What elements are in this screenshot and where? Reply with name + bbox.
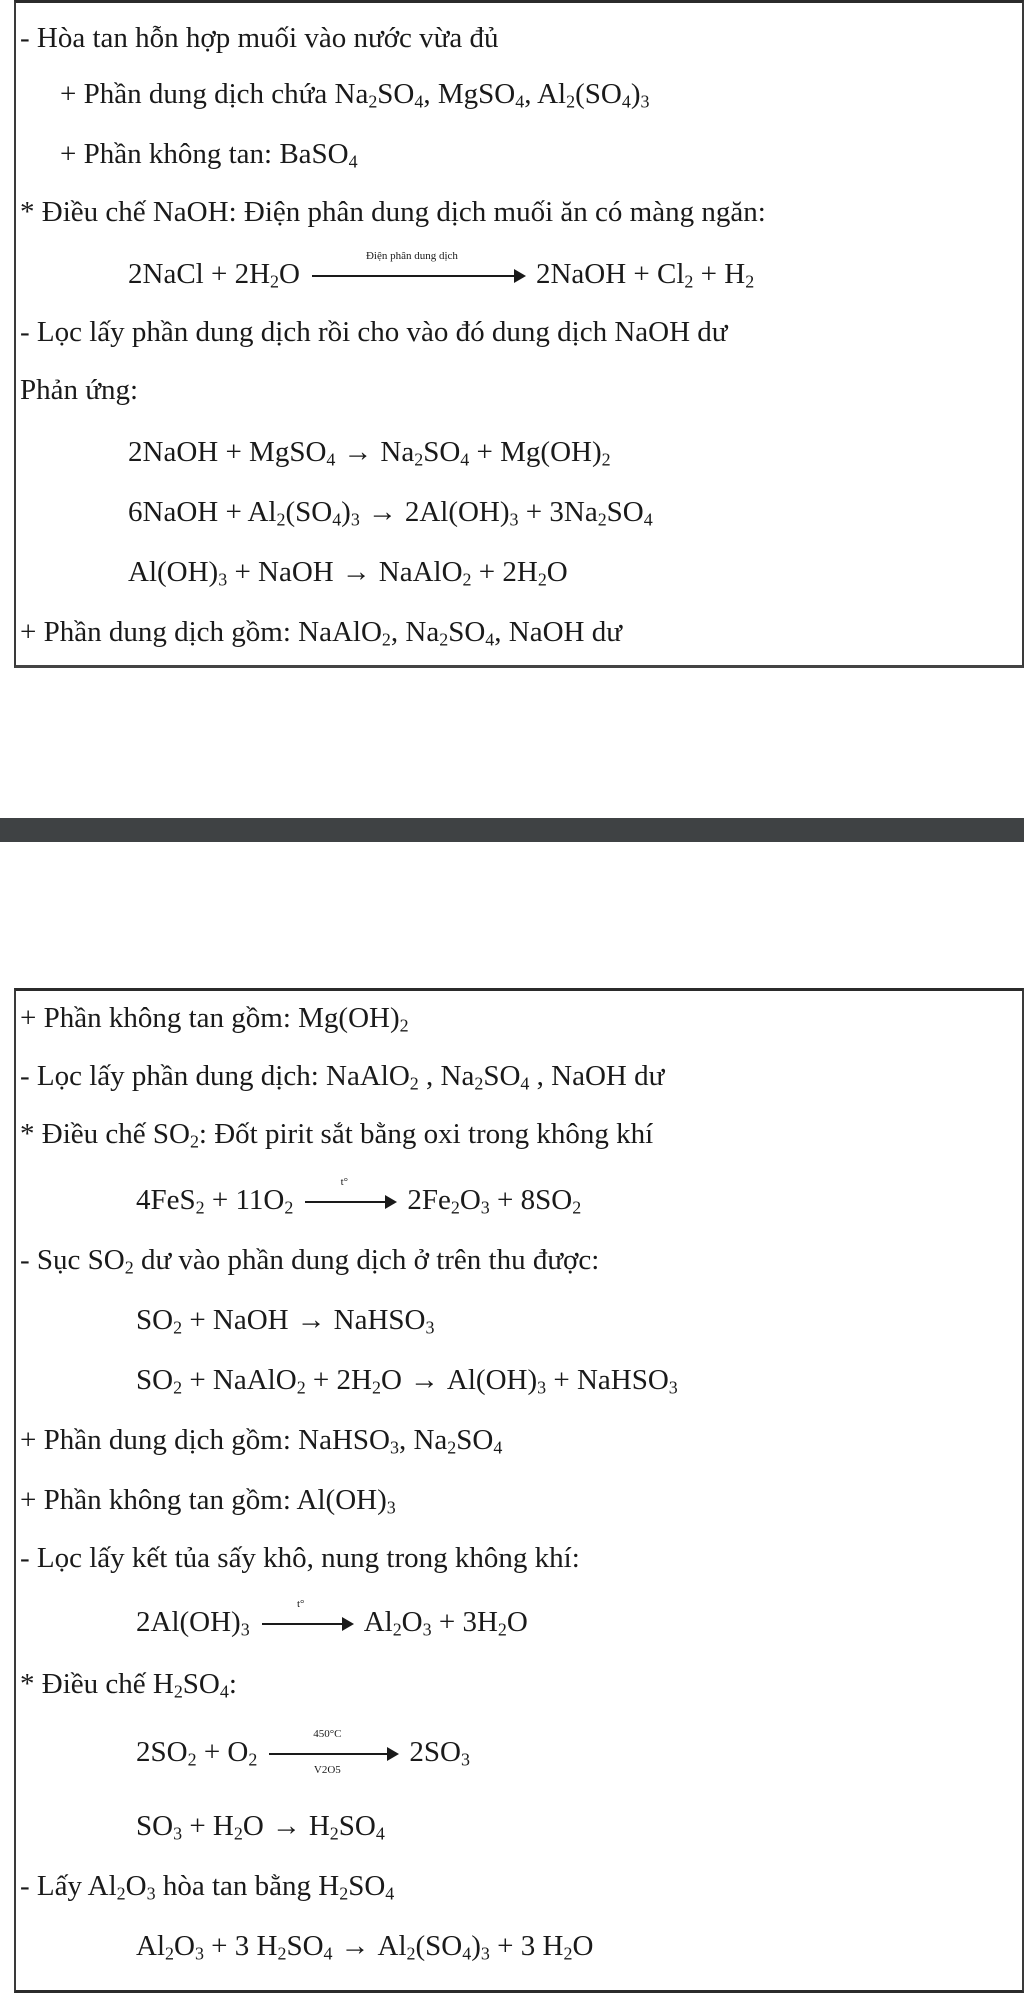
reaction-condition: Điện phân dung dịch [365, 250, 458, 263]
reaction-condition-temperature: 450°C [313, 1728, 342, 1741]
reaction-arrow [262, 1598, 352, 1636]
text-line: + Phần không tan gồm: $Al(OH)_3$ [20, 1484, 396, 1518]
text-line: - Lọc lấy kết tủa sấy khô, nung trong không khí: [20, 1542, 580, 1574]
text-line: Phản ứng: [20, 374, 139, 406]
equation: 2NaOH + MgSO$_4$ → $Na_2SO_4 + Mg(OH)_2$ [128, 436, 611, 470]
text-line: + Phần dung dịch gồm: NaAlO$_2$, $Na_2SO_4$, NaOH dư [20, 616, 622, 650]
reaction-condition-catalyst: V2O5 [313, 1764, 341, 1777]
text-line: - Lọc lấy phần dung dịch rồi cho vào đó dung dịch NaOH dư [20, 316, 728, 348]
text-line: * Điều chế $H_2SO_4$: [20, 1668, 237, 1702]
text-line: - Hòa tan hỗn hợp muối vào nước vừa đủ [20, 22, 499, 54]
text-line: * Điều chế $SO_2$: Đốt pirit sắt bằng oxi trong không khí [20, 1118, 654, 1152]
equation: $Al(OH)_3$ + NaOH → NaAlO$_2$ + $2H_2O$ [128, 556, 568, 590]
equation: $4FeS_2 + 11O_2$ t° $2Fe_2O_3 + 8SO_2$ [136, 1176, 582, 1218]
reaction-arrow [269, 1728, 397, 1777]
text-line: - Lọc lấy phần dung dịch: NaAlO$_2$ , $Na_2SO_4$ , NaOH dư [20, 1060, 665, 1094]
reaction-condition: t° [340, 1176, 349, 1189]
text-line: + Phần không tan: BaSO$_4$ [60, 138, 358, 172]
equation: 6NaOH + $Al_2(SO_4)_3 \to 2Al(OH)_3 + 3Na_2SO_4$ [128, 496, 653, 530]
equation: $SO_2$ + NaOH → NaHSO$_3$ [136, 1304, 435, 1338]
equation: $Al_2O_3 + 3$ $H_2SO_4 \to Al_2(SO_4)_3 + 3$ $H_2O$ [136, 1930, 594, 1964]
equation: $SO_2$ + NaAlO$_2$ + $2H_2O \to Al(OH)_3$ + NaHSO$_3$ [136, 1364, 678, 1398]
equation: 2NaCl + $2H_2O$ Điện phân dung dịch 2NaOH + $Cl_2 + H_2$ [128, 250, 755, 292]
equation: $2Al(OH)_3$ t° $Al_2O_3 + 3H_2O$ [136, 1598, 528, 1640]
text-line: + Phần không tan gồm: $Mg(OH)_2$ [20, 1002, 409, 1036]
text-line: - Lấy $Al_2O_3$ hòa tan bằng $H_2SO_4$ [20, 1870, 395, 1904]
reaction-arrow [305, 1176, 395, 1214]
text-line: + Phần dung dịch chứa $Na_2SO_4$, MgSO$_4$, $Al_2(SO_4)_3$ [60, 78, 650, 112]
reaction-condition: t° [296, 1598, 305, 1611]
text-line: * Điều chế NaOH: Điện phân dung dịch muối ăn có màng ngăn: [20, 196, 766, 228]
equation: $2SO_2 + O_2$ $\frac{450^\circ C}{V2O5}$ $2SO_3$ [136, 1728, 470, 1777]
reaction-arrow [312, 250, 524, 288]
equation: $SO_3 + H_2O \to H_2SO_4$ [136, 1810, 385, 1844]
text-line: - Sục $SO_2$ dư vào phần dung dịch ở trên thu được: [20, 1244, 600, 1278]
page-divider [0, 818, 1024, 842]
text-line: + Phần dung dịch gồm: NaHSO$_3$, $Na_2SO_4$ [20, 1424, 503, 1458]
